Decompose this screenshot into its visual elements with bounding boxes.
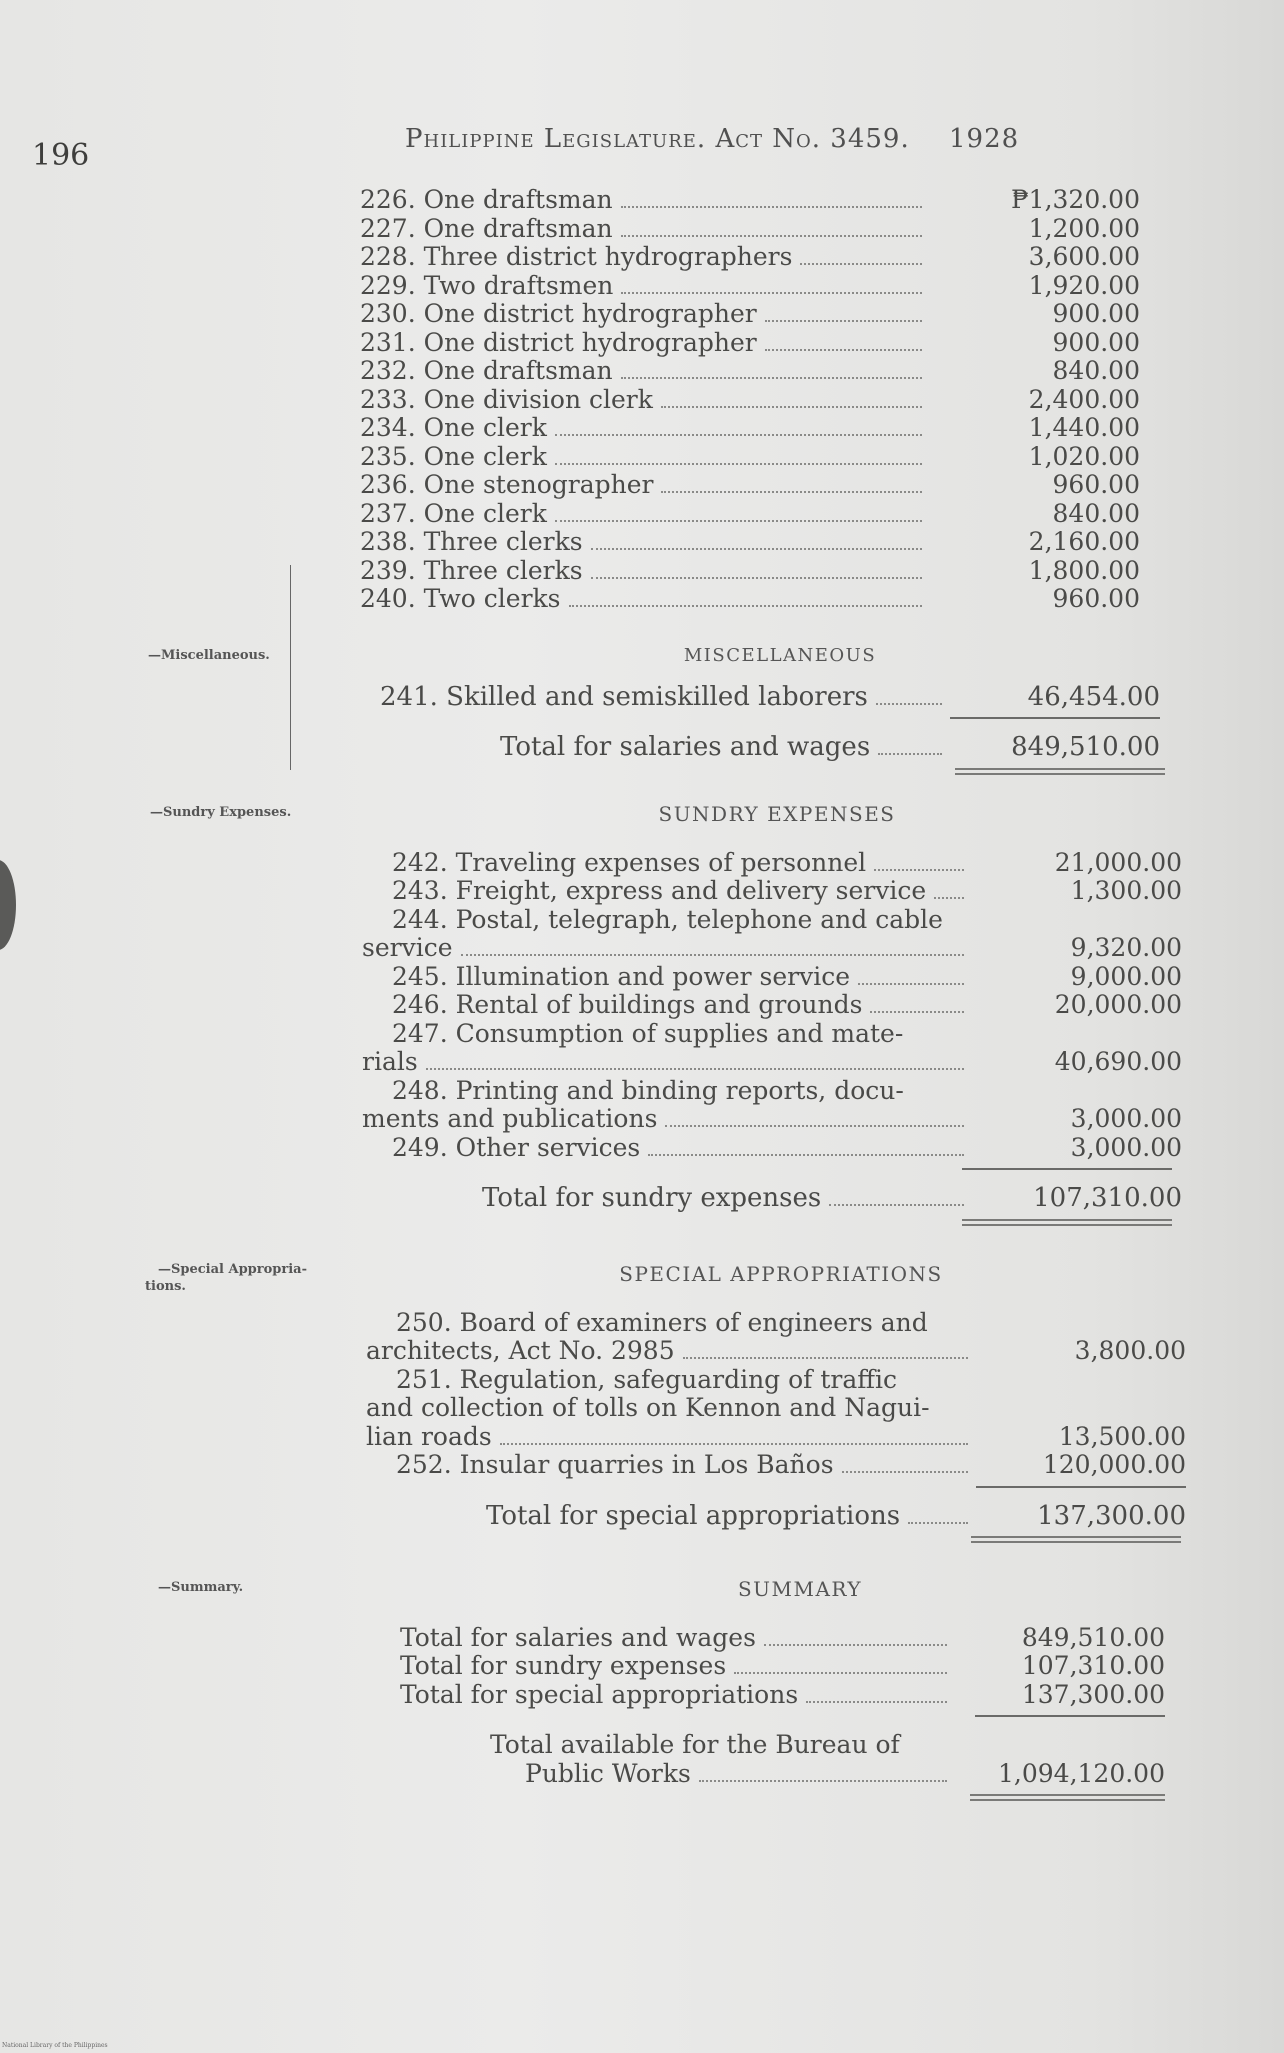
- grand-total-continuation: Public Works 1,094,120.00: [525, 1758, 1165, 1788]
- summary-section: [400, 1565, 1200, 1801]
- running-head-year: 1928: [949, 124, 1020, 154]
- list-item: 252. Insular quarries in Los Baños 120,000.00: [396, 1450, 1186, 1479]
- list-item-continuation: architects, Act No. 2985 3,800.00: [366, 1336, 1186, 1365]
- list-item: 250. Board of examiners of engineers and: [396, 1307, 928, 1337]
- list-item: 246. Rental of buildings and grounds 20,000.00: [392, 990, 1182, 1019]
- section-heading-miscellaneous: MISCELLANEOUS: [683, 645, 877, 666]
- subtotal-rule: [950, 717, 1160, 719]
- list-item: 240. Two clerks 960.00: [360, 584, 1140, 613]
- total-double-rule: [970, 1794, 1165, 1801]
- total-double-rule: [971, 1536, 1181, 1543]
- list-item-continuation: lian roads 13,500.00: [366, 1421, 1186, 1451]
- list-item: 249. Other services 3,000.00: [392, 1132, 1182, 1162]
- list-item: 236. One stenographer 960.00: [360, 470, 1140, 499]
- subtotal-rule: [975, 1715, 1165, 1717]
- list-item: 228. Three district hydrographers 3,600.00: [360, 242, 1140, 271]
- list-item: Total for special appropriations 137,300.00: [400, 1679, 1165, 1709]
- salaries-list: [360, 186, 1160, 614]
- page-edge-smudge: [0, 860, 16, 950]
- list-item: 238. Three clerks 2,160.00: [360, 527, 1140, 556]
- miscellaneous-section: [380, 632, 1180, 775]
- special-section: [366, 1250, 1186, 1543]
- list-item-continuation: and collection of tolls on Kennon and Nagui-: [366, 1393, 930, 1422]
- list-item: 233. One division clerk 2,400.00: [360, 384, 1140, 414]
- margin-note-sundry: —Sundry Expenses.: [150, 805, 292, 820]
- list-item: 237. One clerk 840.00: [360, 498, 1140, 528]
- list-item: 229. Two draftsmen 1,920.00: [360, 270, 1140, 300]
- list-item: 226. One draftsman ₱1,320.00: [360, 185, 1140, 214]
- running-head-title: Philippine Legislature.: [405, 124, 707, 154]
- total-row: Total for salaries and wages 849,510.00: [500, 732, 1160, 762]
- margin-note-miscellaneous: —Miscellaneous.: [148, 648, 270, 663]
- list-item: 234. One clerk 1,440.00: [360, 413, 1140, 442]
- section-heading-summary: SUMMARY: [737, 1577, 863, 1601]
- list-item: 231. One district hydrographer 900.00: [360, 327, 1140, 357]
- list-item: 247. Consumption of supplies and mate-: [392, 1018, 904, 1048]
- page-number: 196: [32, 138, 90, 173]
- margin-note-special-1: —Special Appropria-: [158, 1262, 307, 1277]
- list-item: Total for sundry expenses 107,310.00: [400, 1651, 1165, 1680]
- list-item: 242. Traveling expenses of personnel 21,000.00: [392, 847, 1182, 877]
- library-footer: National Library of the Philippines: [2, 2042, 108, 2049]
- list-item-continuation: ments and publications 3,000.00: [362, 1104, 1182, 1133]
- list-item: 235. One clerk 1,020.00: [360, 441, 1140, 471]
- section-heading-sundry: SUNDRY EXPENSES: [658, 802, 896, 826]
- list-item-continuation: rials 40,690.00: [362, 1047, 1182, 1076]
- list-item: 227. One draftsman 1,200.00: [360, 213, 1140, 243]
- total-row: Total for special appropriations 137,300.00: [486, 1500, 1186, 1531]
- section-heading-special: SPECIAL APPROPRIATIONS: [619, 1262, 943, 1286]
- margin-note-special-2: tions.: [145, 1279, 186, 1294]
- running-head-act: Act No. 3459.: [715, 124, 910, 154]
- list-item: 244. Postal, telegraph, telephone and cable: [392, 904, 943, 934]
- grand-total-row: Total available for the Bureau of: [490, 1730, 900, 1759]
- list-item: 245. Illumination and power service 9,000.00: [392, 961, 1182, 991]
- subtotal-rule: [976, 1486, 1186, 1488]
- list-item: 241. Skilled and semiskilled laborers 46,454.00: [380, 681, 1160, 712]
- margin-note-summary: —Summary.: [158, 1580, 244, 1595]
- list-item: 243. Freight, express and delivery service 1,300.00: [392, 876, 1182, 905]
- total-double-rule: [962, 1219, 1172, 1226]
- list-item: 230. One district hydrographer 900.00: [360, 299, 1140, 328]
- running-head: [405, 124, 1019, 154]
- total-double-rule: [955, 768, 1165, 775]
- list-item-continuation: service 9,320.00: [362, 933, 1182, 962]
- list-item: 251. Regulation, safeguarding of traffic: [396, 1364, 898, 1394]
- list-item: 248. Printing and binding reports, docu-: [392, 1075, 904, 1105]
- list-item: Total for salaries and wages 849,510.00: [400, 1622, 1165, 1652]
- margin-bracket: [290, 565, 291, 770]
- sundry-section: [362, 790, 1182, 1226]
- subtotal-rule: [962, 1168, 1172, 1170]
- list-item: 232. One draftsman 840.00: [360, 356, 1140, 385]
- total-row: Total for sundry expenses 107,310.00: [482, 1183, 1182, 1213]
- list-item: 239. Three clerks 1,800.00: [360, 555, 1140, 585]
